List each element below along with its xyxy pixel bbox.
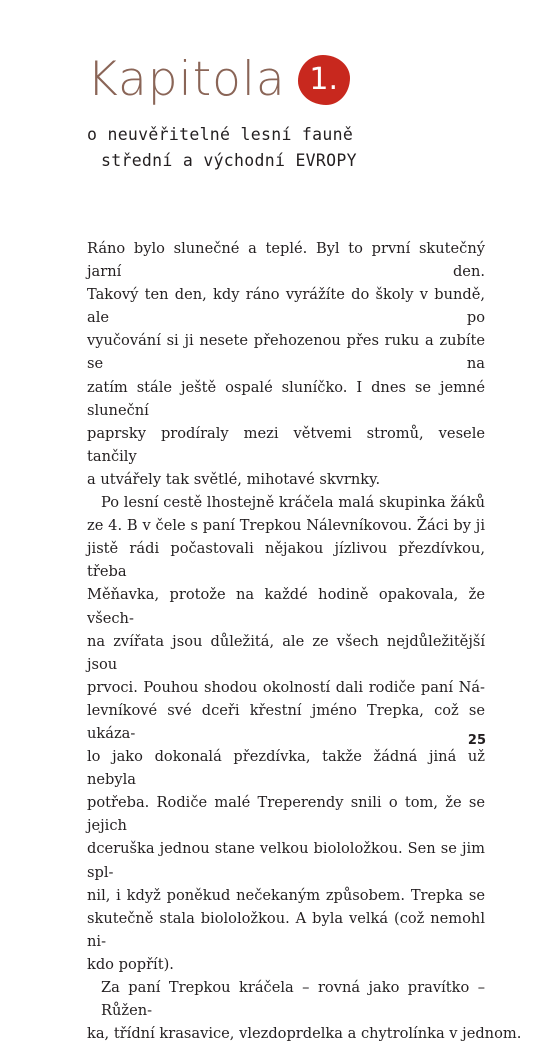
text-line: Za paní Trepkou kráčela – rovná jako pravítko – Růžen- [101, 979, 485, 1020]
text-line: na zvířata jsou důležitá, ale ze všech nejdůležitější jsou [87, 632, 485, 673]
paragraph-2 [87, 491, 485, 976]
chapter-heading [87, 50, 350, 110]
text-line: skutečně stala biololožkou. A byla velká (což nemohl ni- [87, 909, 485, 950]
text-line: ka, třídní krasavice, vlezdoprdelka a chytrolínka v jednom. [87, 1025, 522, 1043]
chapter-subtitle [87, 122, 447, 174]
text-line: lo jako dokonalá přezdívka, takže žádná jiná už nebyla [87, 748, 485, 789]
text-line: prvoci. Pouhou shodou okolností dali rodiče paní Ná- [87, 678, 485, 696]
text-line: dceruška jednou stane velkou biololožkou. Sen se jim spl- [87, 840, 485, 881]
paragraph-1 [87, 237, 485, 491]
subtitle-line-2: střední a východní EVROPY [101, 151, 357, 170]
chapter-title: Kapitola [87, 52, 286, 107]
page-number: 25 [467, 733, 486, 748]
text-line: zatím stále ještě ospalé sluníčko. I dnes se jemné sluneční [87, 378, 485, 419]
text-line: vyučování si ji nesete přehozenou přes ruku a zubíte se na [87, 332, 485, 373]
text-line: a utvářely tak světlé, mihotavé skvrnky. [87, 470, 381, 488]
text-line: Měňavka, protože na každé hodině opakovala, že všech- [87, 586, 485, 627]
body-text [87, 237, 522, 1045]
text-line: Po lesní cestě lhostejně kráčela malá skupinka žáků [101, 494, 485, 512]
chapter-number-badge [298, 55, 350, 105]
text-line: ze 4. B v čele s paní Trepkou Nálevníkovou. Žáci by ji [87, 517, 485, 535]
text-line: jistě rádi počastovali nějakou jízlivou přezdívkou, třeba [87, 540, 485, 581]
text-line: potřeba. Rodiče malé Treperendy snili o tom, že se jejich [87, 794, 485, 835]
text-line: kdo popřít). [87, 955, 174, 973]
subtitle-line-1: o neuvěřitelné lesní fauně [87, 125, 354, 144]
text-line: paprsky prodíraly mezi větvemi stromů, vesele tančily [87, 424, 485, 465]
text-line: Takový ten den, kdy ráno vyrážíte do školy v bundě, ale po [87, 286, 485, 327]
text-line: levníkové své dceři křestní jméno Trepka, což se ukáza- [87, 701, 485, 742]
text-line: nil, i když poněkud nečekaným způsobem. Trepka se [87, 886, 485, 904]
chapter-number: 1. [309, 62, 339, 97]
text-line: Ráno bylo slunečné a teplé. Byl to první skutečný jarní den. [87, 240, 485, 281]
paragraph-3 [87, 976, 522, 1045]
